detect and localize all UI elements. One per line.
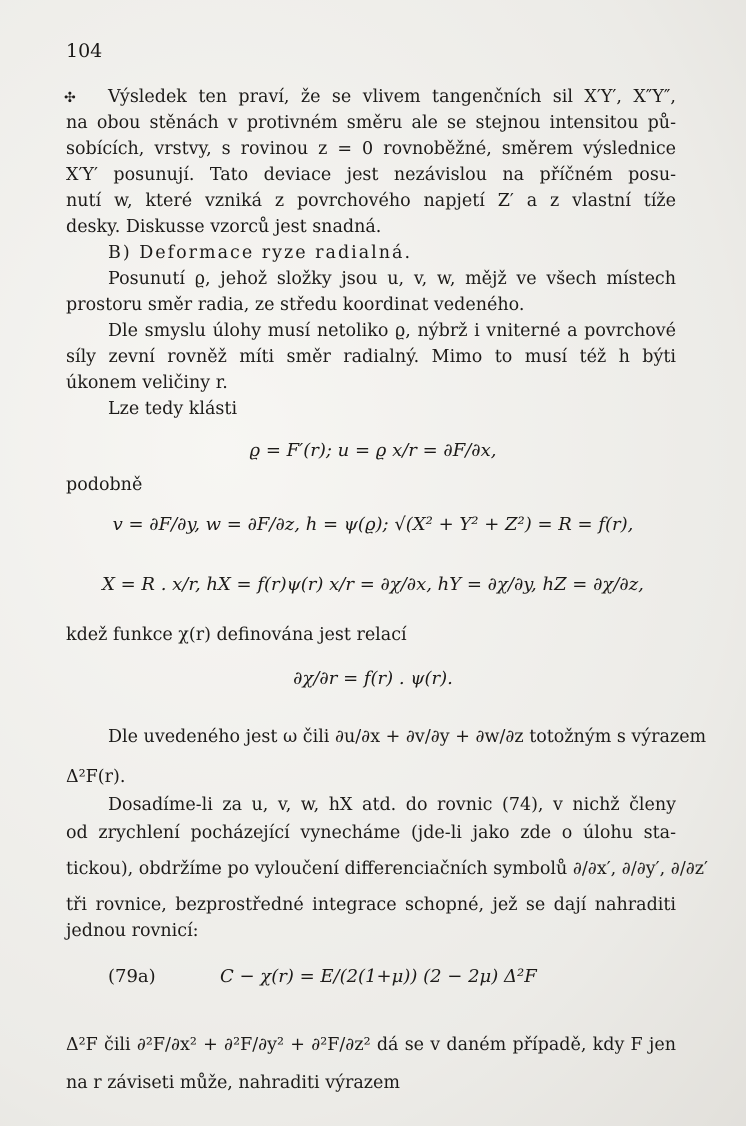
text-line: podobně (66, 475, 143, 495)
text-line: tři rovnice, bezprostředné integrace schopné, jež se dají nahraditi (66, 895, 676, 915)
equation: ∂χ/∂r = f(r) . ψ(r). (293, 668, 453, 689)
equation: X = R . x/r, hX = f(r)ψ(r) x/r = ∂χ/∂x, hY = ∂χ/∂y, hZ = ∂χ/∂z, (102, 574, 644, 595)
text-line: Výsledek ten praví, že se vlivem tangenčních sil X′Y′, X″Y″, (108, 87, 676, 107)
text-line: na r záviseti může, nahraditi výrazem (66, 1073, 400, 1093)
equation: ϱ = F′(r); u = ϱ x/r = ∂F/∂x, (249, 440, 497, 461)
text-line: úkonem veličiny r. (66, 373, 228, 393)
text-line: tickou), obdržíme po vyloučení differenciačních symbolů ∂/∂x′, ∂/∂y′, ∂/∂z′ (66, 859, 708, 879)
section-heading: B) Deformace ryze radialná. (108, 243, 413, 263)
text-line: nutí w, které vzniká z povrchového napjetí Z′ a z vlastní tíže (66, 191, 676, 211)
text-line: na obou stěnách v protivném směru ale se stejnou intensitou pů- (66, 113, 676, 133)
text-line: Δ²F čili ∂²F/∂x² + ∂²F/∂y² + ∂²F/∂z² dá se v daném případě, kdy F jen (66, 1035, 676, 1055)
text-line: X′Y′ posunují. Tato deviace jest nezávislou na příčném posu- (66, 165, 676, 185)
text-line: kdež funkce χ(r) definována jest relací (66, 625, 407, 645)
text-line: Dosadíme-li za u, v, w, hX atd. do rovnic (74), v nichž členy (108, 795, 676, 815)
text-line: síly zevní rovněž míti směr radialný. Mimo to musí též h býti (66, 347, 676, 367)
equation: C − χ(r) = E/(2(1+μ)) (2 − 2μ) Δ²F (220, 966, 537, 987)
text-line: od zrychlení pocházející vynecháme (jde-li jako zde o úlohu sta- (66, 823, 676, 843)
text-line: prostoru směr radia, ze středu koordinat vedeného. (66, 295, 525, 315)
text-line: jednou rovnicí: (66, 921, 199, 941)
text-line: sobících, vrstvy, s rovinou z = 0 rovnoběžné, směrem výslednice (66, 139, 676, 159)
margin-ornament: ✣ (64, 90, 76, 106)
text-line: Δ²F(r). (66, 767, 126, 787)
text-line: desky. Diskusse vzorců jest snadná. (66, 217, 382, 237)
text-line: Lze tedy klásti (108, 399, 238, 419)
equation: v = ∂F/∂y, w = ∂F/∂z, h = ψ(ϱ); √(X² + Y² + Z²) = R = f(r), (112, 514, 634, 535)
page-number: 104 (66, 40, 103, 62)
text-line: Dle smyslu úlohy musí netoliko ϱ, nýbrž i vniterné a povrchové (108, 321, 676, 341)
text-line: Dle uvedeného jest ω čili ∂u/∂x + ∂v/∂y + ∂w/∂z totožným s výrazem (108, 727, 707, 747)
equation-label: (79a) (108, 966, 156, 987)
text-line: Posunutí ϱ, jehož složky jsou u, v, w, mějž ve všech místech (108, 269, 676, 289)
